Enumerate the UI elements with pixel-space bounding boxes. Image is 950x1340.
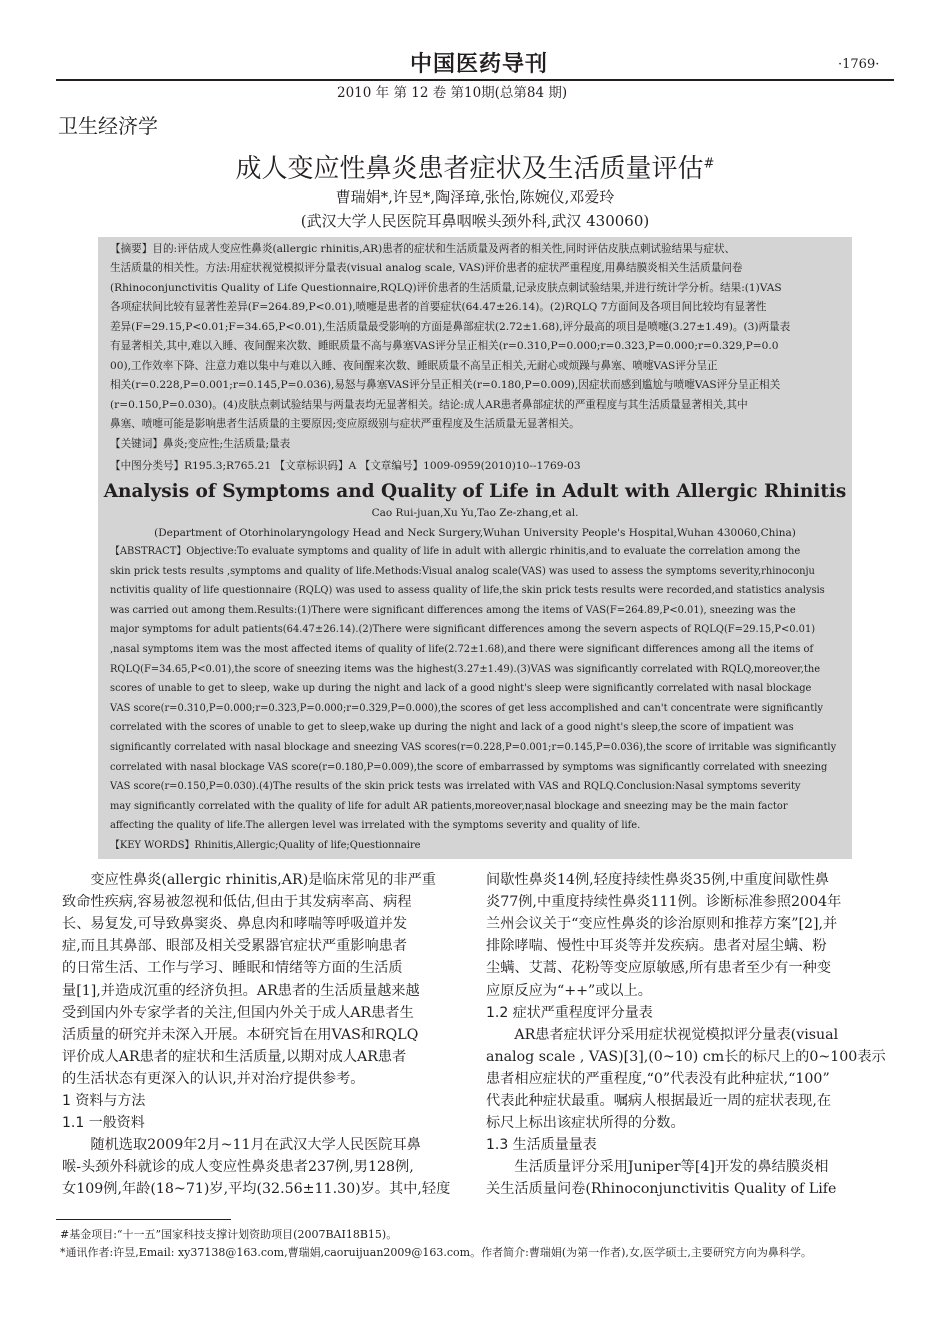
english-abstract-line-1: skin prick tests results ,symptoms and quality of life.Methods:Visual analog scale(VAS) was used to assess the symptoms severity,rhinoconju [110,565,815,577]
chinese-authors: 曹瑞娟*,许昱*,陶泽璋,张怡,陈婉仪,邓爱玲 [335,188,615,206]
english-abstract-line-0: 【ABSTRACT】Objective:To evaluate symptoms and quality of life in adult with allergic rhinitis,and to evaluate the correlation among the [110,546,801,557]
chinese-keywords: 【关键词】鼻炎;变应性;生活质量;量表 [110,438,291,450]
chinese-classification: 【中图分类号】R195.3;R765.21 【文章标识码】A 【文章编号】1009-0959(2010)10--1769-03 [110,460,581,472]
right-column-line-0: 间歇性鼻炎14例,轻度持续性鼻炎35例,中重度间歇性鼻 [486,872,830,888]
english-abstract-line-14: affecting the quality of life.The allergen level was irrelated with the symptoms severity and quality of life. [110,820,641,832]
left-column-line-7: 活质量的研究并未深入开展。本研究旨在用VAS和RQLQ [62,1026,419,1043]
left-column-line-4: 的日常生活、工作与学习、睡眠和情绪等方面的生活质 [62,960,403,977]
chinese-abstract-line-2: (Rhinoconjunctivitis Quality of Life Questionnaire,RQLQ)评价患者的生活质量,记录皮肤点刺试验结果,并进行统计学分析。结果:(1)VAS [110,281,782,294]
footnote-correspondence: *通讯作者:许昱,Email: xy37138@163.com,曹瑞娟,caoruijuan2009@163.com。作者简介:曹瑞娟(为第一作者),女,医学硕士,主要研究方向为鼻科学。 [60,1246,812,1259]
english-keywords: 【KEY WORDS】Rhinitis,Allergic;Quality of life;Questionnaire [110,840,421,851]
chinese-affiliation: (武汉大学人民医院耳鼻咽喉头颈外科,武汉 430060) [300,212,650,230]
right-column-line-8: analog scale , VAS)[3],(0~10) cm长的标尺上的0~100表示 [486,1048,886,1065]
english-abstract-line-12: VAS score(r=0.150,P=0.030).(4)The results of the skin prick tests was irrelated with VAS and RQLQ.Conclusion:Nasal symptoms severity [110,781,801,793]
right-column-line-13: 生活质量评分采用Juniper等[4]开发的鼻结膜炎相 [486,1159,829,1176]
chinese-abstract-line-5: 有显著相关,其中,难以入睡、夜间醒来次数、睡眠质量不高与鼻塞VAS评分呈正相关(r=0.310,P=0.000;r=0.323,P=0.000;r=0.329,P=0.0 [110,340,779,353]
english-title: Analysis of Symptoms and Quality of Life in Adult with Allergic Rhinitis [103,481,847,502]
left-column-line-3: 症,而且其鼻部、眼部及相关受累器官症状严重影响患者 [62,938,408,955]
chinese-title-text: 成人变应性鼻炎患者症状及生活质量评估 [235,154,704,184]
chinese-abstract-line-1: 生活质量的相关性。方法:用症状视觉模拟评分量表(visual analog scale, VAS)评价患者的症状严重程度,用鼻结膜炎相关生活质量问卷 [110,262,743,275]
english-abstract-line-9: correlated with the scores of unable to get to sleep,wake up during the night and lack of a good night's sleep,the score of impatient was [110,722,794,734]
english-affiliation: (Department of Otorhinolaryngology Head and Neck Surgery,Wuhan University People's Hospital,Wuhan 430060,China) [154,527,796,539]
left-column-line-11: 1.1 一般资料 [62,1115,145,1132]
chinese-abstract-line-6: 00),工作效率下降、注意力难以集中与难以入睡、夜间醒来次数、睡眠质量不高呈正相关,无耐心或烦躁与鼻塞、喷嚏VAS评分呈正 [110,359,718,372]
left-column-line-6: 受到国内外专家学者的关注,但国内外关于成人AR患者生 [62,1004,414,1021]
right-column-line-14: 关生活质量问卷(Rhinoconjunctivitis Quality of Life [486,1181,837,1198]
footnote-rule [56,1219,231,1220]
english-abstract-line-4: major symptoms for adult patients(64.47±26.14).(2)There were significant differences among the severn aspects of RQLQ(F=29.15,P<0.01) [110,624,816,636]
english-abstract-line-7: scores of unable to get to sleep, wake up during the night and lack of a good night's sleep were significantly correlated with nasal blockage [110,683,812,695]
right-column-line-9: 患者相应症状的严重程度,“0”代表没有此种症状,“100” [486,1070,830,1087]
english-abstract-line-8: VAS score(r=0.310,P=0.000;r=0.323,P=0.000;r=0.329,P=0.000),the scores of get less accomplished and can't concentrate were significantly [110,702,823,714]
right-column-line-12: 1.3 生活质量量表 [486,1137,597,1154]
page-number: ·1769· [838,57,880,72]
left-column-line-8: 评价成人AR患者的症状和生活质量,以期对成人AR患者 [62,1048,407,1065]
right-column-line-3: 排除哮喘、慢性中耳炎等并发疾病。患者对屋尘螨、粉 [486,938,827,955]
english-abstract-line-6: RQLQ(F=34.65,P<0.01),the score of sneezing items was the highest(3.27±1.49).(3)VAS was significantly correlated with RQLQ,moreover,the [110,663,821,675]
right-column-line-1: 炎77例,中重度持续性鼻炎111例。诊断标准参照2004年 [486,894,842,911]
chinese-abstract-line-7: 相关(r=0.228,P=0.001;r=0.145,P=0.036),易怒与鼻塞VAS评分呈正相关(r=0.180,P=0.009),因症状而感到尴尬与喷嚏VAS评分呈正相关 [110,379,781,392]
chinese-abstract-line-8: (r=0.150,P=0.030)。(4)皮肤点刺试验结果与两量表均无显著相关。结论:成人AR患者鼻部症状的严重程度与其生活质量显著相关,其中 [110,398,748,411]
left-column-line-5: 量[1],并造成沉重的经济负担。AR患者的生活质量越来越 [62,982,420,999]
chinese-abstract-line-0: 【摘要】目的:评估成人变应性鼻炎(allergic rhinitis,AR)患者的症状和生活质量及两者的相关性,同时评估皮肤点刺试验结果与症状、 [110,243,736,255]
left-column-line-1: 致命性疾病,容易被忽视和低估,但由于其发病率高、病程 [62,894,412,911]
chinese-title [0,148,950,185]
left-column-line-2: 长、易复发,可导致鼻窦炎、鼻息肉和哮喘等呼吸道并发 [62,916,408,933]
right-column-line-7: AR患者症状评分采用症状视觉模拟评分量表(visual [486,1026,839,1043]
right-column-line-6: 1.2 症状严重程度评分量表 [486,1004,653,1021]
english-abstract-line-13: may significantly correlated with the quality of life for adult AR patients,moreover,nasal blockage and sneezing may be the main factor [110,800,788,812]
title-footnote-mark: # [703,156,715,172]
left-column-line-12: 随机选取2009年2月~11月在武汉大学人民医院耳鼻 [62,1137,421,1154]
section-title: 卫生经济学 [58,114,158,138]
left-column-line-0: 变应性鼻炎(allergic rhinitis,AR)是临床常见的非严重 [62,872,436,888]
right-column-line-2: 兰州会议关于“变应性鼻炎的诊治原则和推荐方案”[2],并 [486,916,838,933]
right-column-line-4: 尘螨、艾蒿、花粉等变应原敏感,所有患者至少有一种变 [486,960,832,977]
right-column-line-11: 标尺上标出该症状所得的分数。 [486,1115,685,1132]
journal-name: 中国医药导刊 [410,52,549,77]
left-column-line-14: 女109例,年龄(18~71)岁,平均(32.56±11.30)岁。其中,轻度 [62,1181,451,1198]
english-abstract-line-5: ,nasal symptoms item was the most affected items of quality of life(2.72±1.68),and there were significant differences among all the items of [110,644,814,655]
left-column-line-13: 喉-头颈外科就诊的成人变应性鼻炎患者237例,男128例, [62,1159,414,1176]
issue-info: 2010 年 第 12 卷 第10期(总第84 期) [337,85,568,101]
english-abstract-line-11: correlated with nasal blockage VAS score(r=0.180,P=0.009),the score of embarrassed by symptoms was significantly correlated with sneezing [110,761,828,773]
english-authors: Cao Rui-juan,Xu Yu,Tao Ze-zhang,et al. [371,507,579,519]
right-column-line-10: 代表此种症状最重。嘱病人根据最近一周的症状表现,在 [486,1093,832,1109]
chinese-abstract-line-4: 差异(F=29.15,P<0.01;F=34.65,P<0.01),生活质量最受影响的方面是鼻部症状(2.72±1.68),评分最高的项目是喷嚏(3.27±1.49)。(3)两量表 [110,320,791,333]
footnote-funding: #基金项目:“十一五”国家科技支撑计划资助项目(2007BAI18B15)。 [60,1228,398,1241]
english-abstract-line-2: nctivitis quality of life questionnaire (RQLQ) was used to assess quality of life,the skin prick tests results were recorded,and statistics analysis [110,585,825,597]
chinese-abstract-line-3: 各项症状间比较有显著性差异(F=264.89,P<0.01),喷嚏是患者的首要症状(64.47±26.14)。(2)RQLQ 7方面间及各项目间比较均有显著性 [110,301,767,314]
english-abstract-line-10: significantly correlated with nasal blockage and sneezing VAS scores(r=0.228,P=0.001;r=0.145,P=0.036),the score of irritable was significantly [110,742,837,753]
right-column-line-5: 应原反应为“++”或以上。 [486,982,652,999]
left-column-line-10: 1 资料与方法 [62,1093,146,1109]
chinese-abstract-line-9: 鼻塞、喷嚏可能是影响患者生活质量的主要原因;变应原级别与症状严重程度及生活质量无显著相关。 [110,418,580,431]
left-column-line-9: 的生活状态有更深入的认识,并对治疗提供参考。 [62,1070,365,1087]
english-abstract-line-3: was carried out among them.Results:(1)There were significant differences among the items of VAS(F=264.89,P<0.01), sneezing was the [110,604,796,616]
